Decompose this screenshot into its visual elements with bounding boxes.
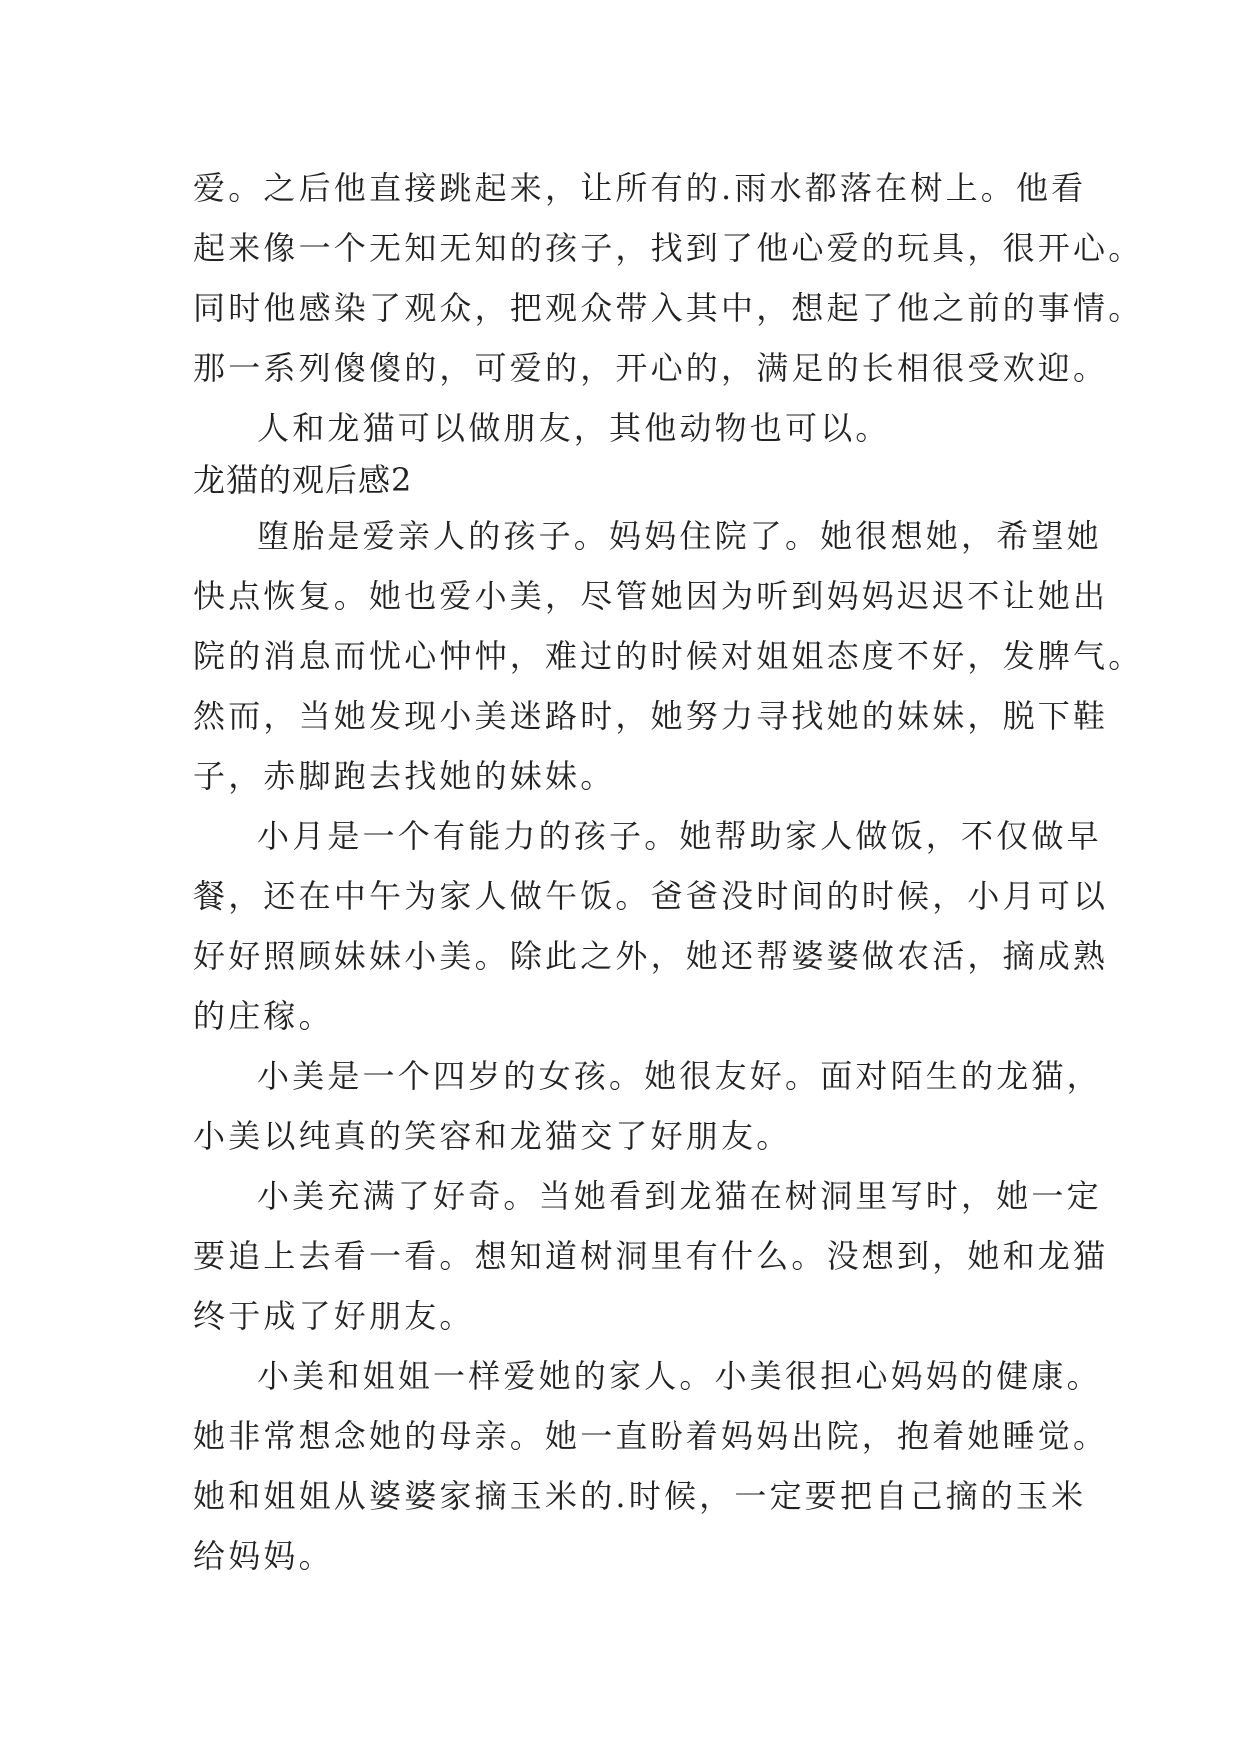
paragraph-start-line: 小美和姐姐一样爱她的家人。小美很担心妈妈的健康。 xyxy=(257,1357,1102,1395)
text-line: 同时他感染了观众，把观众带入其中，想起了他之前的事情。 xyxy=(193,289,1144,327)
paragraph-start-line: 人和龙猫可以做朋友，其他动物也可以。 xyxy=(257,409,891,447)
text-line: 起来像一个无知无知的孩子，找到了他心爱的玩具，很开心。 xyxy=(193,229,1144,267)
text-line: 要追上去看一看。想知道树洞里有什么。没想到，她和龙猫 xyxy=(193,1237,1109,1275)
text-line: 她非常想念她的母亲。她一直盼着妈妈出院，抱着她睡觉。 xyxy=(193,1417,1109,1455)
text-line: 子，赤脚跑去找她的妹妹。 xyxy=(193,757,616,795)
paragraph-start-line: 堕胎是爱亲人的孩子。妈妈住院了。她很想她，希望她 xyxy=(257,517,1102,555)
text-line: 她和姐姐从婆婆家摘玉米的.时候，一定要把自己摘的玉米 xyxy=(193,1477,1087,1515)
text-line: 餐，还在中午为家人做午饭。爸爸没时间的时候，小月可以 xyxy=(193,877,1109,915)
paragraph-start-line: 小美充满了好奇。当她看到龙猫在树洞里写时，她一定 xyxy=(257,1177,1102,1215)
text-line: 快点恢复。她也爱小美，尽管她因为听到妈妈迟迟不让她出 xyxy=(193,577,1109,615)
text-line: 的庄稼。 xyxy=(193,997,334,1035)
text-line: 小美以纯真的笑容和龙猫交了好朋友。 xyxy=(193,1117,792,1155)
paragraph-start-line: 小美是一个四岁的女孩。她很友好。面对陌生的龙猫， xyxy=(257,1057,1102,1095)
paragraph-start-line: 小月是一个有能力的孩子。她帮助家人做饭，不仅做早 xyxy=(257,817,1102,855)
text-line: 院的消息而忧心忡忡，难过的时候对姐姐态度不好，发脾气。 xyxy=(193,637,1144,675)
text-line: 给妈妈。 xyxy=(193,1537,334,1575)
text-line: 爱。之后他直接跳起来，让所有的.雨水都落在树上。他看 xyxy=(193,169,1087,207)
text-line: 终于成了好朋友。 xyxy=(193,1297,475,1335)
text-line: 那一系列傻傻的，可爱的，开心的，满足的长相很受欢迎。 xyxy=(193,349,1109,387)
section-heading: 龙猫的观后感2 xyxy=(193,461,413,499)
text-line: 然而，当她发现小美迷路时，她努力寻找她的妹妹，脱下鞋 xyxy=(193,697,1109,735)
text-line: 好好照顾妹妹小美。除此之外，她还帮婆婆做农活，摘成熟 xyxy=(193,937,1109,975)
